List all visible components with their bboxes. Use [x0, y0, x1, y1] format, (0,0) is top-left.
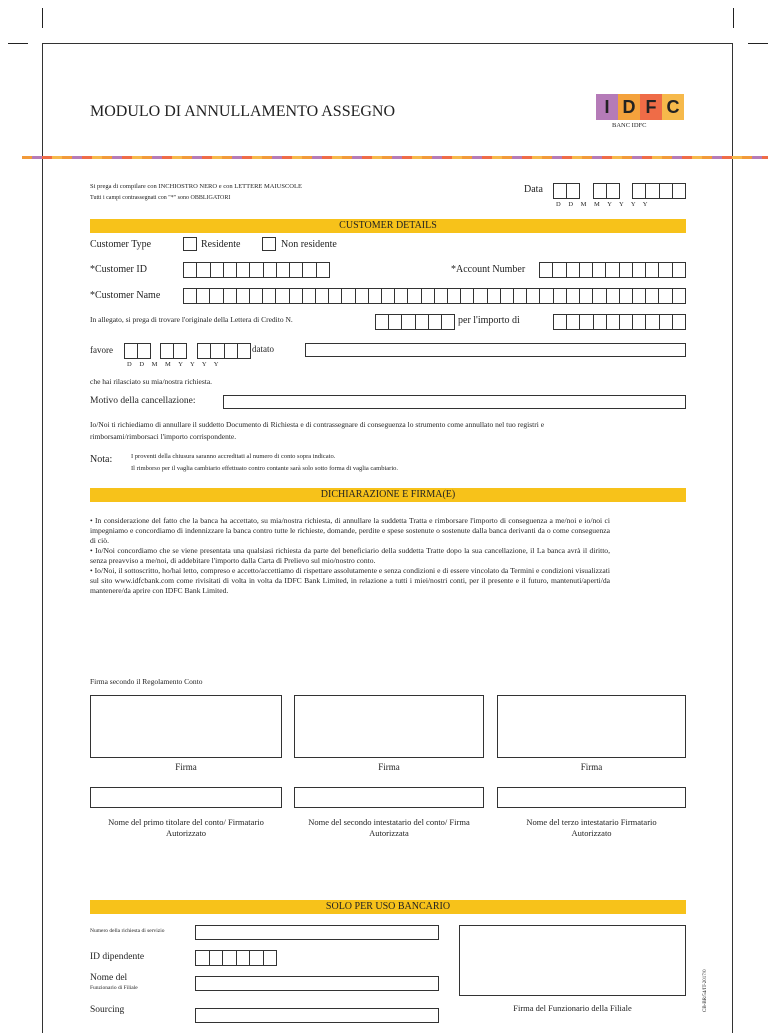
request-number-label: Numero della richiesta di servizio [90, 928, 165, 934]
favour-name-field[interactable] [305, 343, 686, 357]
account-number-boxes[interactable] [539, 262, 686, 278]
signature-section-label: Firma secondo il Regolamento Conto [90, 677, 203, 686]
enclosed-letter-text: In allegato, si prega di trovare l'originale della Lettera di Credito N. [90, 315, 293, 324]
dated-label: datato [252, 344, 274, 354]
holder-name-caption-3: Nome del terzo intestatario Firmatario Autorizzato [526, 817, 657, 838]
logo-letter: F [640, 94, 662, 120]
declaration-header: DICHIARAZIONE E FIRMA(E) [90, 488, 686, 502]
account-number-label: *Account Number [451, 264, 526, 275]
date-month-boxes[interactable] [593, 183, 620, 199]
officer-name-field[interactable] [195, 976, 439, 991]
amount-boxes[interactable] [553, 314, 686, 330]
holder-name-field-2[interactable] [294, 787, 484, 808]
date-label: Data [524, 184, 543, 195]
customer-id-boxes[interactable] [183, 262, 330, 278]
favour-label: favore [90, 345, 113, 355]
employee-id-label: ID dipendente [90, 952, 145, 962]
sourcing-label: Sourcing [90, 1005, 125, 1015]
favour-year-boxes[interactable] [197, 343, 251, 359]
form-code: CB-BR/54/IT-2017/0 [703, 969, 708, 1012]
resident-checkbox[interactable] [183, 237, 197, 251]
customer-name-label: *Customer Name [90, 290, 161, 301]
officer-signature-box[interactable] [459, 925, 686, 996]
bank-use-header: SOLO PER USO BANCARIO [90, 900, 686, 914]
resident-label: Residente [201, 239, 241, 250]
signature-label-2: Firma [378, 762, 400, 772]
amount-label: per l'importo di [458, 315, 520, 326]
logo-letter: D [618, 94, 640, 120]
request-number-field[interactable] [195, 925, 439, 940]
reason-label: Motivo della cancellazione: [90, 396, 196, 406]
credit-letter-number-boxes[interactable] [375, 314, 455, 330]
officer-name-label: Nome del [90, 973, 128, 983]
crop-mark [748, 43, 768, 44]
favour-day-boxes[interactable] [124, 343, 151, 359]
non-resident-label: Non residente [281, 239, 337, 250]
date-day-boxes[interactable] [553, 183, 580, 199]
crop-mark [42, 8, 43, 28]
non-resident-checkbox[interactable] [262, 237, 276, 251]
holder-name-field-1[interactable] [90, 787, 282, 808]
officer-name-sublabel: Funzionario di Filiale [90, 985, 138, 991]
signature-box-3[interactable] [497, 695, 686, 758]
instruction-ink: Si prega di compilare con INCHIOSTRO NERO e con LETTERE MAIUSCOLE [90, 183, 302, 190]
declaration-bullet: • Io/Noi concordiamo che se viene presentata una qualsiasi richiesta da parte del beneficiario della suddetta Tratte dopo la sua cancellazione, il La banca avrà il diritto, senza preavviso a me/noi, di addebitare l'importo dalla Carta di Prelievo sul mio/nostro conto. [90, 546, 610, 565]
note-1: I proventi della chiusura saranno accreditati al numero di conto sopra indicato. [131, 453, 336, 460]
favour-date-hint: D D M M Y Y Y Y [127, 361, 222, 368]
customer-details-header: CUSTOMER DETAILS [90, 219, 686, 233]
signature-box-2[interactable] [294, 695, 484, 758]
officer-signature-label: Firma del Funzionario della Filiale [513, 1003, 632, 1013]
declaration-bullet: • Io/Noi, il sottoscritto, ho/hai letto, compreso e accetto/accettiamo di rispettare assolutamente e senza condizioni e di essere vincolato da Termini e condizioni visualizzati sul sito www.idfcbank.com come rivisitati di volta in volta da IDFC Bank Limited, in relazione a tutti i miei/nostri conti, per il presente e il futuro, mantenuti/aperti/da mantenere/da aprire con IDFC Bank Limited. [90, 566, 610, 595]
customer-type-label: Customer Type [90, 239, 152, 250]
idfc-logo [596, 94, 684, 120]
customer-name-boxes[interactable] [183, 288, 686, 304]
holder-name-field-3[interactable] [497, 787, 686, 808]
note-label: Nota: [90, 454, 113, 465]
customer-id-label: *Customer ID [90, 264, 147, 275]
favour-month-boxes[interactable] [160, 343, 187, 359]
signature-box-1[interactable] [90, 695, 282, 758]
employee-id-boxes[interactable] [195, 950, 277, 966]
logo-letter: I [596, 94, 618, 120]
holder-name-caption-1: Nome del primo titolare del conto/ Firmatario Autorizzato [108, 817, 264, 838]
instruction-mandatory: Tutti i campi contrassegnati con "*" sono OBBLIGATORI [90, 195, 231, 201]
holder-name-caption-2: Nome del secondo intestatario del conto/ Firma Autorizzata [308, 817, 470, 838]
page-title: MODULO DI ANNULLAMENTO ASSEGNO [90, 103, 396, 120]
logo-letter: C [662, 94, 684, 120]
color-divider [22, 156, 768, 159]
note-2: Il rimborso per il vaglia cambiario effettuato contro contante sarà solo sotto forma di vaglia cambiario. [131, 465, 399, 472]
bank-name: BANC IDFC [612, 122, 647, 129]
sourcing-field[interactable] [195, 1008, 439, 1023]
declaration-bullet: • In considerazione del fatto che la banca ha accettato, su mia/nostra richiesta, di annullare la suddetta Tratta e rimborsare l'importo di conseguenza a me/noi e io/noi ci impegniamo e concordiamo di indennizzare la banca contro tutte le richieste, domande, perdite e spese sostenute o sostenute dalla banca derivanti da o come conseguenza di ciò. [90, 516, 611, 545]
date-hint: D D M M Y Y Y Y [556, 201, 651, 208]
signature-label-1: Firma [175, 762, 197, 772]
crop-mark [733, 8, 734, 28]
signature-label-3: Firma [580, 762, 603, 772]
request-text: Io/Noi ti richiediamo di annullare il suddetto Documento di Richiesta e di contrassegnare di conseguenza lo strumento come annullato nel tuo registri e rimborsami/rimborsaci l'importo corrispondente. [90, 420, 545, 441]
declaration-list [90, 516, 610, 596]
issued-text: che hai rilasciato su mia/nostra richiesta. [90, 377, 213, 386]
date-year-boxes[interactable] [632, 183, 686, 199]
crop-mark [8, 43, 28, 44]
reason-field[interactable] [223, 395, 686, 409]
